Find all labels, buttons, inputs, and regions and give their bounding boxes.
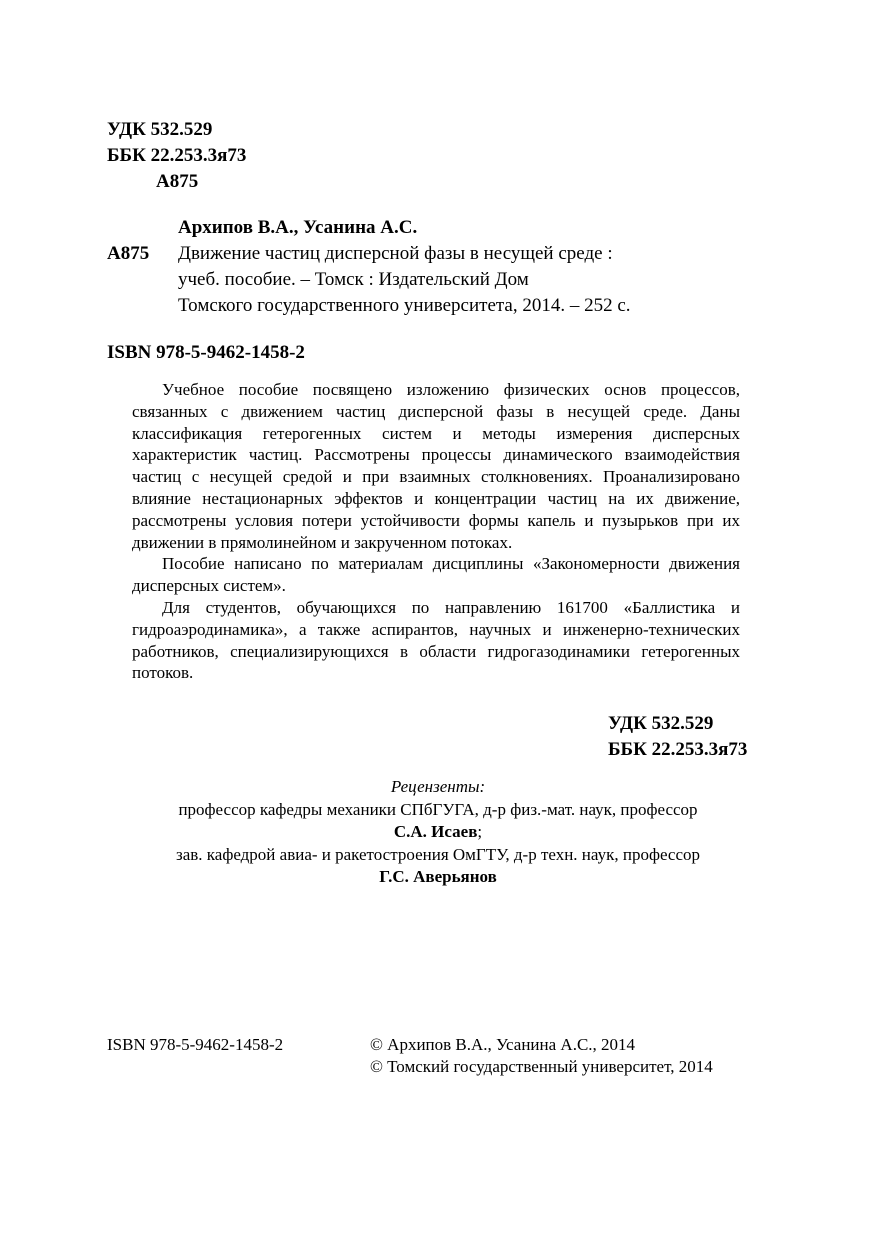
reviewer-1-position: профессор кафедры механики СПбГУГА, д-р физ.-мат. наук, профессор <box>178 799 698 819</box>
isbn-main: ISBN 978-5-9462-1458-2 <box>107 342 305 363</box>
isbn-bottom: ISBN 978-5-9462-1458-2 <box>107 1035 284 1054</box>
udk-code: УДК 532.529 <box>107 119 213 140</box>
bbk-code: ББК 22.253.3я73 <box>107 145 247 166</box>
author-mark: А875 <box>156 171 199 192</box>
bib-title-line: учеб. пособие. – Томск : Издательский Дом <box>178 269 529 290</box>
reviewer-2-name: Г.С. Аверьянов <box>379 867 497 886</box>
bbk-code-repeat: ББК 22.253.3я73 <box>608 739 748 760</box>
abstract-paragraph: Учебное пособие посвящено изложению физических основ процессов, связанных с движением частиц дисперсной фазы в несущей среде. Даны классификация гетерогенных систем и методы измерения дисперсных характеристик частиц. Рассмотрены процессы динамического взаимодействия частиц с несущей средой и при взаимных столкновениях. Проанализировано влияние нестационарных эффектов и концентрации частиц на их движение, рассмотрены условия потери устойчивости формы капель и пузырьков при их движении в прямолинейном и закрученном потоках. <box>132 380 740 552</box>
reviewer-2-position: зав. кафедрой авиа- и ракетостроения ОмГТУ, д-р техн. наук, профессор <box>175 844 701 864</box>
udk-code-repeat: УДК 532.529 <box>608 713 714 734</box>
abstract-paragraph: Пособие написано по материалам дисциплины «Закономерности движения дисперсных систем». <box>132 554 740 596</box>
book-authors: Архипов В.А., Усанина А.С. <box>178 217 418 238</box>
copyright-university: © Томский государственный университет, 2014 <box>370 1057 713 1076</box>
reviewer-1-name: С.А. Исаев <box>393 822 478 841</box>
reviewer-separator: ; <box>477 822 483 841</box>
bib-title-line: Томского государственного университета, 2014. – 252 с. <box>178 295 631 316</box>
bib-author-mark: А875 <box>107 243 150 264</box>
reviewers-block <box>0 776 876 889</box>
reviewer-2 <box>0 866 876 889</box>
reviewers-heading: Рецензенты: <box>390 777 486 796</box>
abstract <box>132 379 740 684</box>
copyright-authors: © Архипов В.А., Усанина А.С., 2014 <box>370 1035 636 1054</box>
reviewer-1 <box>0 821 876 844</box>
bib-title-line: Движение частиц дисперсной фазы в несущей среде : <box>178 243 613 264</box>
abstract-paragraph: Для студентов, обучающихся по направлению 161700 «Баллистика и гидроаэродинамика», а также аспирантов, научных и инженерно-технических работников, специализирующихся в области гидрогазодинамики гетерогенных потоков. <box>132 597 740 683</box>
